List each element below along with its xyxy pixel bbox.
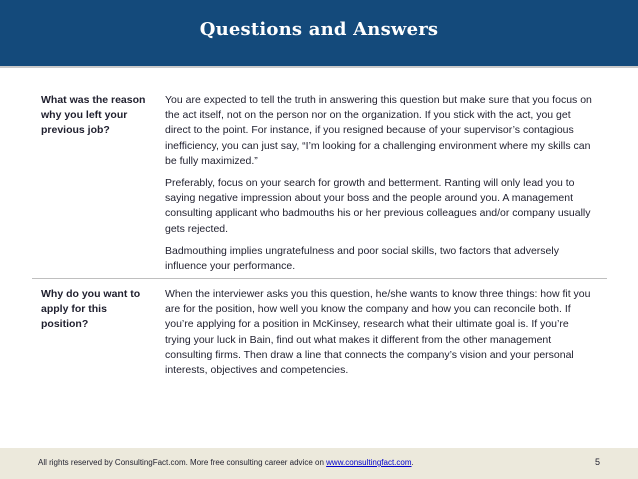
answer-1-paragraph: Badmouthing implies ungratefulness and poor social skills, two factors that adversely influence your performance.: [165, 244, 559, 273]
website-link[interactable]: www.consultingfact.com: [326, 458, 412, 467]
divider: [32, 278, 607, 279]
answer-1-paragraph: Preferably, focus on your search for growth and betterment. Ranting will only lead you to saying negative impression about your boss and the people around you. A management consulting applicant who badmouths his or her previous colleagues and/or company usually gets rejected.: [165, 177, 591, 235]
footer-text: [38, 458, 414, 467]
footer-suffix: .: [411, 458, 414, 467]
question-1: What was the reason why you left your previous job?: [41, 94, 146, 136]
answer-2-paragraph: When the interviewer asks you this question, he/she wants to know three things: how fit you are for the position, how well you know the company and how you can reconcile both. If you’re applying for a position in McKinsey, research what their ultimate goal is. If you’re trying your luck in Bain, find out what makes it different from the other management consulting firms. Then draw a line that connects the company’s vision and your personal interests, objectives and competencies.: [165, 288, 591, 377]
header-bar: [0, 0, 638, 68]
footer-bar: [0, 448, 638, 479]
copyright-text: All rights reserved by ConsultingFact.com. More free consulting career advice on: [38, 458, 327, 467]
answer-1: [165, 93, 595, 281]
answer-2: [165, 287, 595, 385]
page-title: Questions and Answers: [199, 19, 439, 40]
answer-1-paragraph: You are expected to tell the truth in answering this question but make sure that you focus on the act itself, not on the person nor on the organization. If you stick with the act, you get direct to the point. For instance, if you resigned because of your supervisor’s contagious inefficiency, you can just say, “I’m looking for a challenging environment where my skills can be fully maximized.”: [165, 94, 592, 167]
page-number: 5: [594, 457, 600, 467]
question-2: Why do you want to apply for this position?: [41, 288, 141, 330]
